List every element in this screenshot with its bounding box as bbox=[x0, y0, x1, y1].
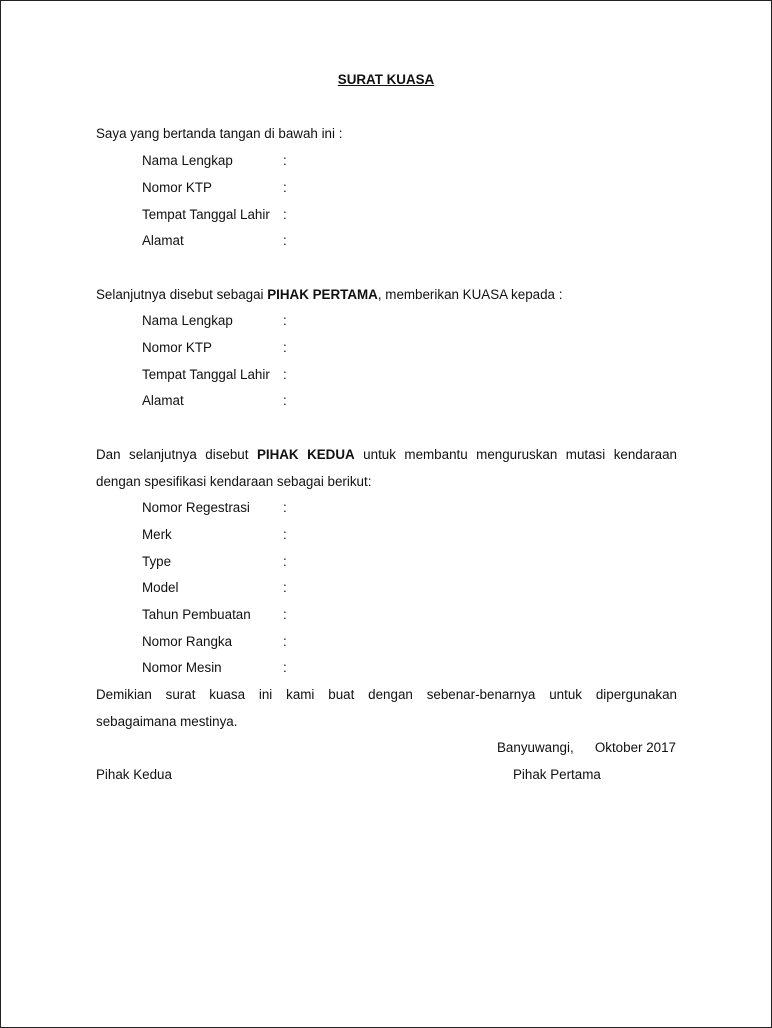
second-intro-text bbox=[96, 287, 562, 302]
field-colon: : bbox=[283, 180, 287, 195]
date-text: Oktober 2017 bbox=[594, 740, 676, 755]
third-intro-line-1 bbox=[96, 447, 677, 462]
field-label: Tempat Tanggal Lahir bbox=[142, 367, 270, 382]
vehicle-registration-field bbox=[142, 500, 302, 515]
field-colon: : bbox=[283, 233, 287, 248]
third-intro-after: untuk membantu menguruskan mutasi kendaraan bbox=[354, 447, 677, 462]
field-label: Alamat bbox=[142, 233, 184, 248]
field-colon: : bbox=[283, 527, 287, 542]
closing-line-2: sebagaimana mestinya. bbox=[96, 714, 238, 729]
field-colon: : bbox=[283, 340, 287, 355]
second-party-name-field bbox=[142, 313, 302, 328]
signature-left-label: Pihak Kedua bbox=[96, 767, 172, 782]
vehicle-chassis-field bbox=[142, 634, 302, 649]
second-party-birth-field bbox=[142, 367, 302, 382]
field-colon: : bbox=[283, 580, 287, 595]
field-label: Nama Lengkap bbox=[142, 153, 233, 168]
vehicle-year-field bbox=[142, 607, 302, 622]
field-label: Tempat Tanggal Lahir bbox=[142, 207, 270, 222]
second-intro-after: , memberikan KUASA kepada : bbox=[377, 287, 563, 302]
field-colon: : bbox=[283, 313, 287, 328]
first-party-ktp-field bbox=[142, 180, 302, 195]
document-title: SURAT KUASA bbox=[337, 72, 435, 87]
signature-right-label: Pihak Pertama bbox=[513, 767, 601, 782]
second-party-ktp-field bbox=[142, 340, 302, 355]
vehicle-type-field bbox=[142, 554, 302, 569]
field-label: Nomor Regestrasi bbox=[142, 500, 250, 515]
second-party-address-field bbox=[142, 393, 302, 408]
pihak-pertama-label: PIHAK PERTAMA bbox=[267, 287, 378, 302]
field-colon: : bbox=[283, 393, 287, 408]
field-label: Nomor KTP bbox=[142, 340, 212, 355]
first-party-address-field bbox=[142, 233, 302, 248]
field-label: Nama Lengkap bbox=[142, 313, 233, 328]
field-label: Tahun Pembuatan bbox=[142, 607, 251, 622]
field-colon: : bbox=[283, 607, 287, 622]
field-label: Alamat bbox=[142, 393, 184, 408]
field-colon: : bbox=[283, 207, 287, 222]
intro-text: Saya yang bertanda tangan di bawah ini : bbox=[96, 126, 343, 141]
field-colon: : bbox=[283, 634, 287, 649]
vehicle-brand-field bbox=[142, 527, 302, 542]
field-label: Nomor KTP bbox=[142, 180, 212, 195]
field-label: Nomor Mesin bbox=[142, 660, 222, 675]
third-intro-before: Dan selanjutnya disebut bbox=[96, 447, 257, 462]
vehicle-engine-field bbox=[142, 660, 302, 675]
first-party-name-field bbox=[142, 153, 302, 168]
pihak-kedua-label: PIHAK KEDUA bbox=[256, 447, 355, 462]
field-colon: : bbox=[283, 153, 287, 168]
field-label: Model bbox=[142, 580, 179, 595]
second-intro-before: Selanjutnya disebut sebagai bbox=[96, 287, 268, 302]
field-colon: : bbox=[283, 500, 287, 515]
closing-line-1: Demikian surat kuasa ini kami buat dengan sebenar-benarnya untuk dipergunakan bbox=[96, 687, 677, 702]
field-label: Type bbox=[142, 554, 172, 569]
field-label: Merk bbox=[142, 527, 172, 542]
field-colon: : bbox=[283, 554, 287, 569]
field-colon: : bbox=[283, 660, 287, 675]
field-colon: : bbox=[283, 367, 287, 382]
first-party-birth-field bbox=[142, 207, 302, 222]
vehicle-model-field bbox=[142, 580, 302, 595]
third-intro-line-2: dengan spesifikasi kendaraan sebagai berikut: bbox=[96, 474, 372, 489]
field-label: Nomor Rangka bbox=[142, 634, 233, 649]
place-text: Banyuwangi, bbox=[497, 740, 574, 755]
